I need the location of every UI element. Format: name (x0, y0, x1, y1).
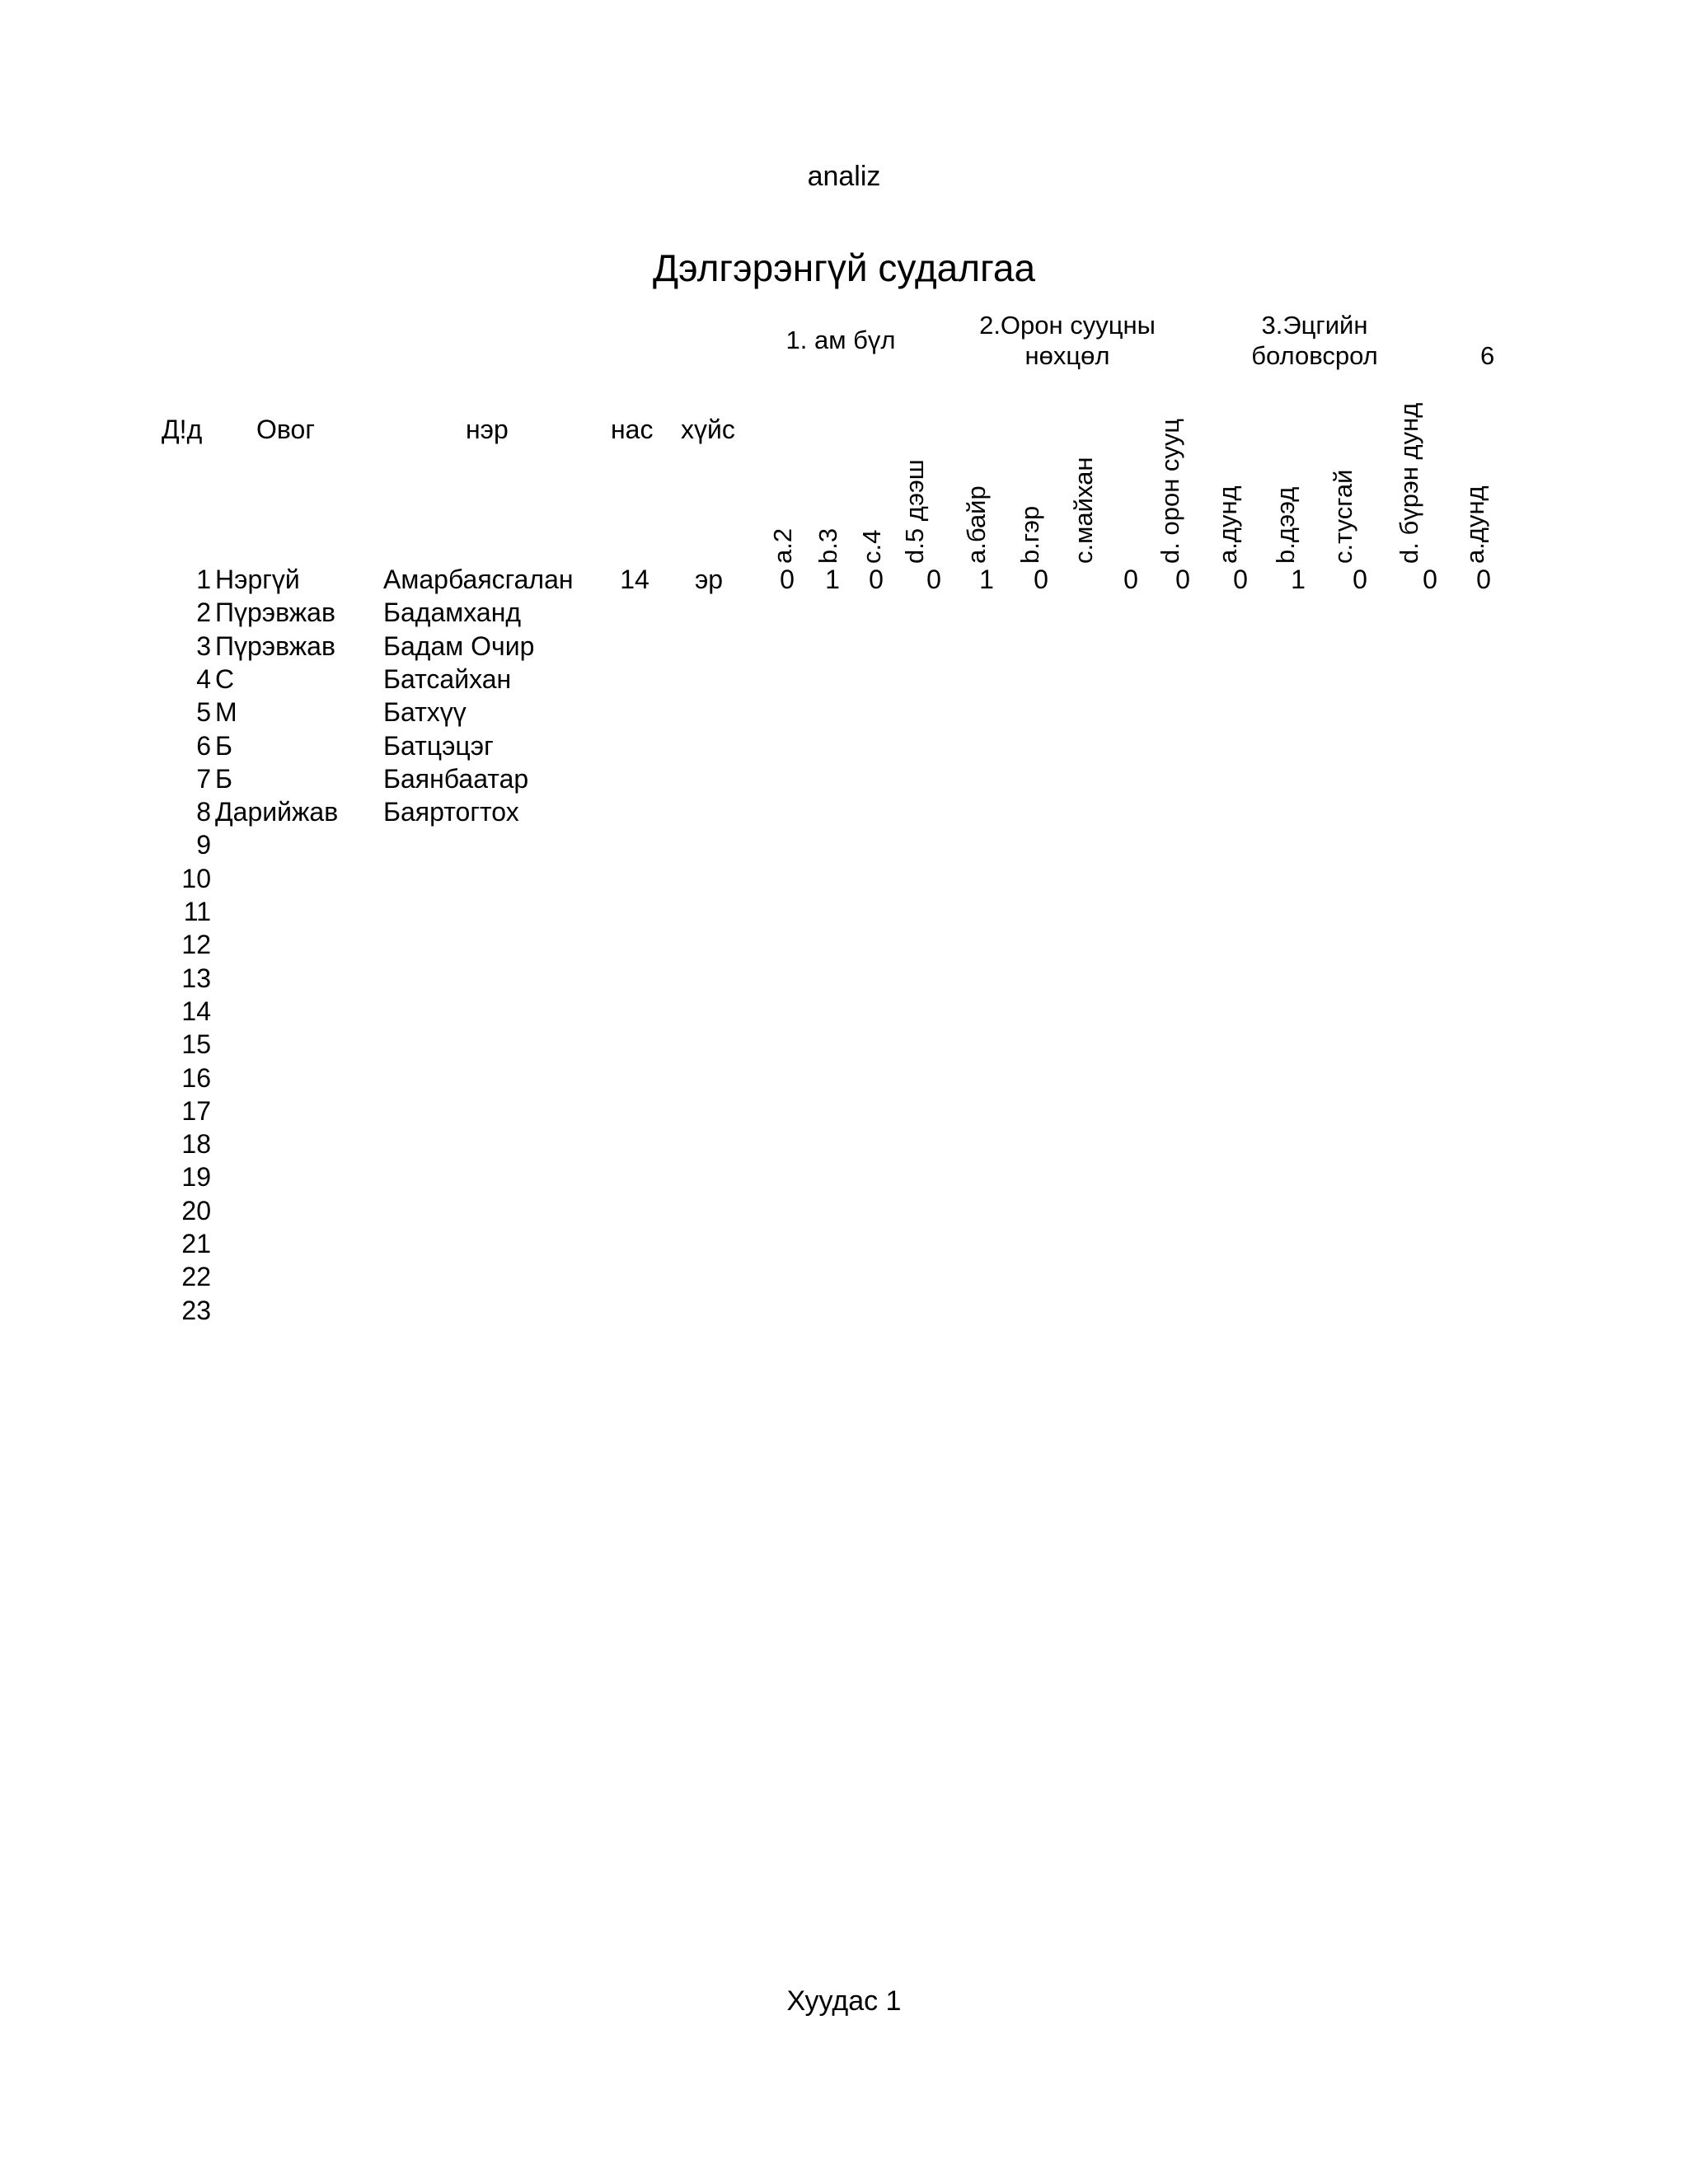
page-footer: Хуудас 1 (786, 1985, 902, 2017)
table-row (0, 1160, 1496, 1193)
row-number: 2 (196, 598, 211, 628)
table-row (0, 1062, 1496, 1094)
column-header-ner: нэр (466, 415, 509, 444)
group-header-housing-line2: нөхцөл (1025, 341, 1110, 370)
row-value: 1 (1291, 565, 1306, 594)
row-number: 11 (183, 897, 211, 926)
sub-column-header: d.5 дээш (900, 459, 929, 564)
table-row (0, 995, 1496, 1028)
row-number: 20 (181, 1195, 211, 1226)
table-row (0, 563, 1496, 596)
table-row (0, 862, 1496, 895)
row-number: 19 (181, 1162, 211, 1193)
table-row (0, 1260, 1496, 1293)
sub-column-header: b.дээд (1271, 486, 1300, 564)
row-value: 0 (1423, 565, 1437, 594)
group-header-family (758, 325, 923, 355)
table-row (0, 795, 1496, 828)
row-value: 0 (1233, 565, 1248, 594)
table-row (0, 1294, 1496, 1327)
sub-column-header: b.3 (814, 527, 842, 564)
table-row (0, 1194, 1496, 1227)
row-ner: Амарбаясгалан (383, 565, 574, 594)
row-ner: Бадамханд (383, 598, 522, 628)
sub-column-header: a.байр (962, 485, 991, 564)
table-row (0, 895, 1496, 928)
group-header-housing-line1: 2.Орон сууцны (979, 311, 1156, 340)
table-row (0, 630, 1496, 663)
row-ovog: Дарийжав (215, 797, 339, 827)
table-row (0, 1127, 1496, 1160)
sub-column-header: a.дунд (1461, 485, 1489, 564)
row-ner: Баянбаатар (383, 763, 529, 794)
row-ner: Баяртогтох (383, 797, 519, 827)
row-ner: Бадам Очир (383, 630, 535, 661)
column-header-huis: хүйс (681, 415, 735, 444)
group-header-family-line1: 1. ам бүл (785, 326, 896, 354)
row-value: 0 (1353, 565, 1367, 594)
row-number: 21 (181, 1229, 211, 1258)
row-value: 0 (780, 565, 795, 594)
group-header-father-education-line2: боловсрол (1251, 341, 1378, 370)
row-number: 9 (196, 830, 211, 860)
row-ovog: Пүрэвжав (215, 598, 335, 628)
column-header-nas: нас (611, 415, 654, 444)
row-number: 13 (181, 963, 211, 993)
row-value: 0 (1034, 565, 1048, 594)
row-number: 5 (196, 697, 211, 728)
sheet-name-header: analiz (807, 161, 881, 192)
row-value: 1 (979, 565, 994, 594)
table-row (0, 1094, 1496, 1127)
row-ovog: М (215, 697, 237, 728)
row-number: 3 (196, 630, 211, 661)
row-ovog: Б (215, 763, 232, 794)
row-number: 23 (181, 1295, 211, 1325)
row-number: 14 (181, 996, 211, 1026)
row-value: 0 (1175, 565, 1190, 594)
row-value: 1 (825, 565, 840, 594)
sub-column-header: b.гэр (1015, 505, 1044, 564)
table-row (0, 928, 1496, 961)
row-number: 8 (196, 797, 211, 827)
sub-column-header: d. орон сууц (1156, 418, 1184, 564)
group-header-6: 6 (1480, 341, 1495, 370)
row-number: 6 (196, 730, 211, 761)
sub-column-header: c.4 (857, 529, 886, 564)
sub-column-header: a.дунд (1213, 485, 1242, 564)
row-huis: эр (694, 565, 724, 594)
group-header-father-education (1212, 310, 1418, 371)
table-row (0, 1227, 1496, 1260)
row-nas: 14 (620, 565, 649, 594)
table-row (0, 729, 1496, 762)
sub-column-header: c.тусгай (1329, 469, 1357, 564)
table-row (0, 828, 1496, 861)
row-ovog: С (215, 663, 235, 694)
row-ner: Батхүү (383, 697, 467, 728)
row-number: 7 (196, 763, 211, 794)
row-number: 18 (181, 1129, 211, 1160)
row-ovog: Пүрэвжав (215, 630, 335, 661)
group-header-father-education-line1: 3.Эцгийн (1261, 311, 1368, 340)
row-ner: Батцэцэг (383, 730, 494, 761)
page-title: Дэлгэрэнгүй судалгаа (652, 246, 1036, 289)
table-row (0, 663, 1496, 696)
row-value: 0 (869, 565, 884, 594)
column-header-ovog: Овог (256, 415, 315, 444)
column-header-number: Д!д (162, 415, 203, 444)
row-number: 16 (181, 1062, 211, 1093)
row-number: 17 (181, 1095, 211, 1126)
row-ovog: Б (215, 730, 232, 761)
table-row (0, 596, 1496, 629)
row-number: 12 (181, 930, 211, 960)
row-value: 0 (926, 565, 941, 594)
row-number: 15 (181, 1029, 211, 1060)
row-number: 4 (196, 663, 211, 694)
row-ovog: Нэргүй (215, 565, 300, 594)
table-row (0, 1028, 1496, 1061)
table-row (0, 962, 1496, 995)
table-row (0, 696, 1496, 729)
row-value: 0 (1123, 565, 1138, 594)
sub-column-header: a.2 (768, 527, 797, 564)
sub-column-header: c.майхан (1069, 457, 1098, 564)
group-header-housing (960, 310, 1175, 371)
row-number: 10 (181, 863, 211, 893)
table-row (0, 762, 1496, 795)
row-number: 1 (196, 565, 211, 594)
row-ner: Батсайхан (383, 663, 512, 694)
row-number: 22 (181, 1262, 211, 1292)
row-value: 0 (1476, 565, 1491, 594)
sub-column-header: d. бүрэн дунд (1395, 402, 1423, 564)
